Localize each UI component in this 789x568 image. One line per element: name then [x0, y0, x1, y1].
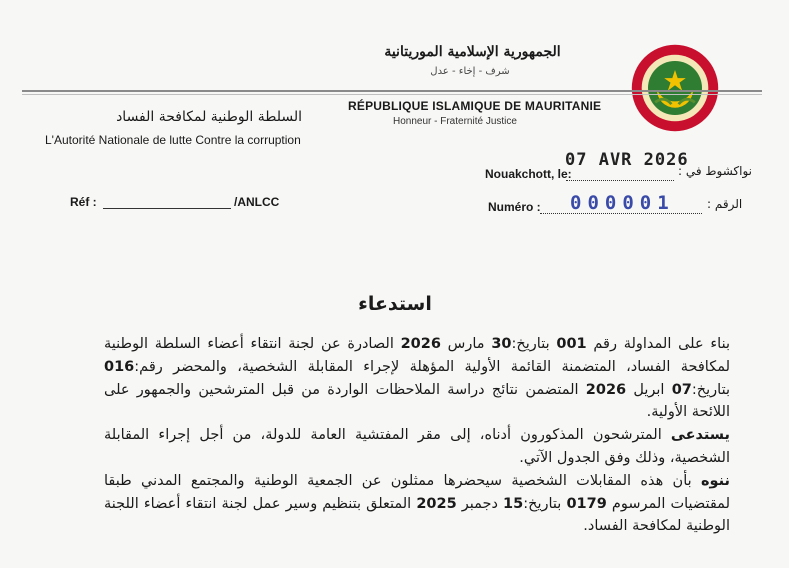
- text-run: مارس: [440, 336, 492, 352]
- arabic-motto: شرف - إخاء - عدل: [430, 66, 510, 77]
- arabic-republic-name: الجمهورية الإسلامية الموريتانية: [384, 44, 561, 60]
- body-paragraph: [104, 333, 730, 424]
- text-run: المتعلق بتنظيم وسير عمل لجنة انتقاء أعضاء اللجنة الوطنية لمكافحة الفساد.: [104, 495, 730, 535]
- number-line: [540, 213, 702, 214]
- french-authority-name: L'Autorité Nationale de lutte Contre la corruption: [45, 133, 301, 147]
- text-run: المتضمن نتائج دراسة الملاحظات الواردة من قبل المترشحين والجمهور على اللائحة الأولية.: [104, 381, 730, 421]
- text-run: ابريل: [626, 381, 672, 398]
- header-rule: [22, 90, 762, 92]
- document-title: استدعاء: [358, 293, 432, 315]
- text-run: بتاريخ:: [691, 381, 730, 398]
- text-run: بتاريخ:: [511, 336, 557, 352]
- header-rule-thin: [22, 94, 762, 95]
- bold-run: ننوه: [700, 472, 730, 489]
- body-paragraph: [104, 424, 730, 470]
- french-motto: Honneur - Fraternité Justice: [393, 116, 517, 127]
- french-republic-name: RÉPUBLIQUE ISLAMIQUE DE MAURITANIE: [348, 99, 602, 113]
- text-run: الصادرة عن لجنة انتقاء أعضاء السلطة الوطنية لمكافحة الفساد، المتضمنة القائمة الأولية المؤهلة لإجراء المقابلة الشخصية، والمحضر رقم:: [104, 336, 730, 375]
- body-paragraph: [104, 470, 730, 538]
- bold-run: 2026: [400, 336, 441, 352]
- text-run: بأن هذه المقابلات الشخصية سيحضرها ممثلون عن الجمعية الوطنية والمجتمع المدني طبقا لمقتضيات المرسوم: [104, 472, 730, 512]
- ref-suffix: /ANLCC: [234, 195, 280, 209]
- bold-run: يستدعى: [670, 427, 730, 444]
- text-run: المترشحون المذكورون أدناه، إلى مقر المفتشية العامة للدولة، من أجل إجراء المقابلة الشخصية، وذلك وفق الجدول الآتي.: [104, 427, 730, 466]
- place-label-ar: نواكشوط في :: [678, 164, 752, 178]
- number-label-fr: Numéro :: [488, 200, 541, 214]
- bold-run: 15: [503, 495, 524, 512]
- bold-run: 2025: [416, 495, 457, 512]
- text-run: دجمبر: [456, 495, 504, 512]
- bold-run: 07: [671, 381, 692, 398]
- text-run: بتاريخ:: [523, 495, 567, 512]
- place-label-fr: Nouakchott, le:: [485, 167, 572, 181]
- bold-run: 016: [104, 358, 135, 375]
- bold-run: 30: [491, 336, 512, 352]
- text-run: بناء على المداولة رقم: [586, 336, 731, 352]
- ref-line: [103, 208, 231, 209]
- ref-label: Réf :: [70, 195, 97, 209]
- document-body: [104, 333, 730, 538]
- national-emblem: [630, 43, 720, 133]
- date-line: [566, 180, 674, 181]
- number-stamp: 000001: [570, 192, 675, 214]
- bold-run: 001: [556, 336, 587, 352]
- number-label-ar: الرقم :: [707, 197, 743, 211]
- date-stamp: 07 AVR 2026: [565, 150, 689, 170]
- bold-run: 2026: [585, 381, 627, 398]
- bold-run: 0179: [566, 495, 607, 512]
- arabic-authority-name: السلطة الوطنية لمكافحة الفساد: [116, 109, 302, 125]
